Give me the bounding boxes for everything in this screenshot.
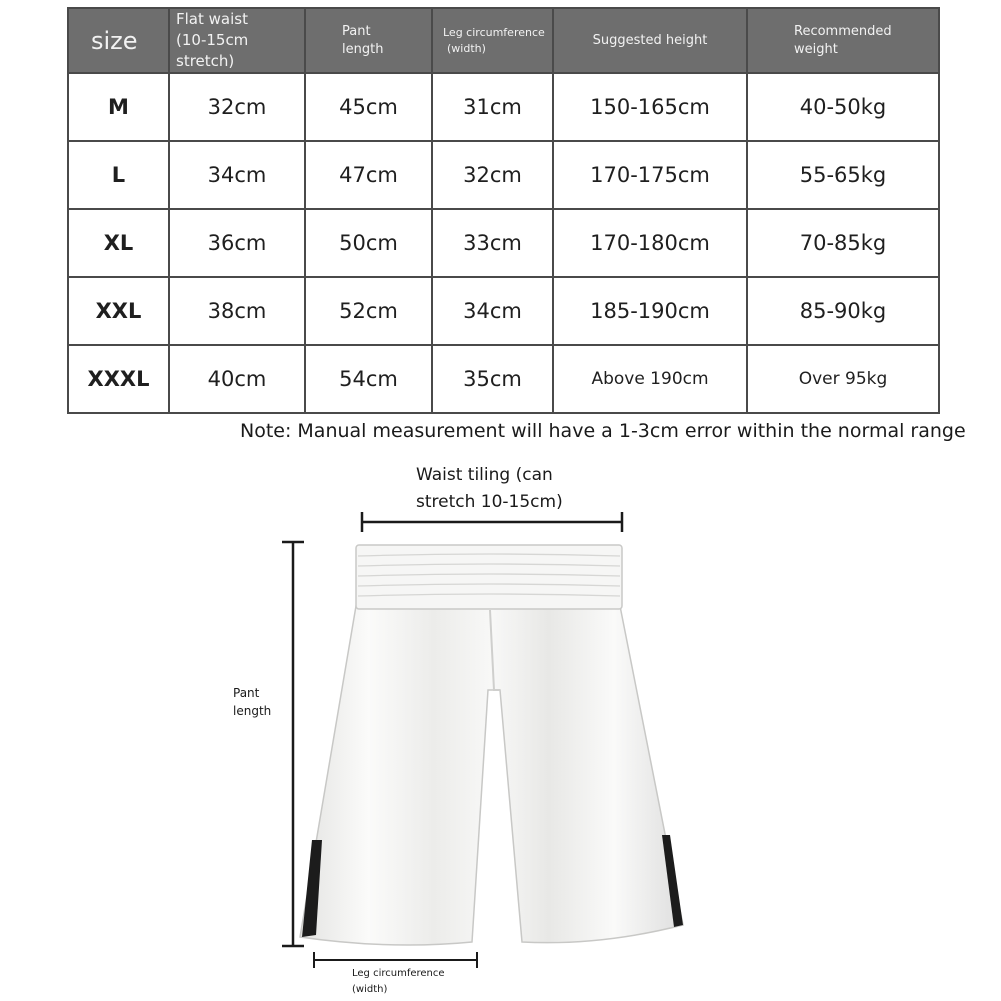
header-leg-line1: Leg circumference	[443, 25, 545, 39]
cell-weight: 55-65kg	[747, 141, 939, 209]
pant-length-measure-bar	[282, 542, 304, 946]
cell-leg: 34cm	[432, 277, 553, 345]
cell-waist: 32cm	[169, 73, 305, 141]
waist-tiling-label	[416, 462, 616, 516]
header-leg-line2: (width)	[447, 41, 486, 55]
cell-weight: 40-50kg	[747, 73, 939, 141]
header-rec-weight-line1: Recommended	[794, 23, 892, 39]
pant-length-label	[233, 684, 293, 720]
leg-label-line1: Leg circumference	[352, 968, 445, 979]
cell-leg: 33cm	[432, 209, 553, 277]
cell-height: 170-175cm	[553, 141, 747, 209]
header-rec-weight-line2: weight	[794, 41, 838, 57]
cell-length: 47cm	[305, 141, 432, 209]
cell-waist: 34cm	[169, 141, 305, 209]
cell-leg: 35cm	[432, 345, 553, 413]
pant-label-line1: Pant	[233, 686, 260, 700]
measurement-note: Note: Manual measurement will have a 1-3cm error within the normal range	[240, 420, 966, 442]
cell-length: 52cm	[305, 277, 432, 345]
waist-label-line2: stretch 10-15cm)	[416, 492, 563, 512]
cell-length: 50cm	[305, 209, 432, 277]
cell-length: 54cm	[305, 345, 432, 413]
header-pant-length-line1: Pant	[342, 23, 371, 39]
cell-height: 170-180cm	[553, 209, 747, 277]
cell-height: 185-190cm	[553, 277, 747, 345]
cell-size: M	[68, 73, 169, 141]
leg-circumference-label	[352, 966, 512, 998]
cell-height: 150-165cm	[553, 73, 747, 141]
cell-weight: Over 95kg	[747, 345, 939, 413]
cell-size: L	[68, 141, 169, 209]
pant-label-line2: length	[233, 704, 272, 718]
header-flat-waist-line2: (10-15cm stretch)	[176, 31, 249, 70]
cell-size: XXL	[68, 277, 169, 345]
cell-size: XXXL	[68, 345, 169, 413]
leg-label-line2: (width)	[352, 984, 388, 995]
header-flat-waist-line1: Flat waist	[176, 10, 248, 28]
header-suggested-height: Suggested height	[553, 8, 747, 73]
cell-leg: 31cm	[432, 73, 553, 141]
cell-waist: 40cm	[169, 345, 305, 413]
cell-waist: 36cm	[169, 209, 305, 277]
cell-height: Above 190cm	[553, 345, 747, 413]
header-pant-length-line2: length	[342, 41, 384, 57]
cell-weight: 85-90kg	[747, 277, 939, 345]
header-size: size	[68, 8, 169, 73]
cell-weight: 70-85kg	[747, 209, 939, 277]
waist-label-line1: Waist tiling (can	[416, 465, 553, 485]
cell-waist: 38cm	[169, 277, 305, 345]
cell-leg: 32cm	[432, 141, 553, 209]
cell-size: XL	[68, 209, 169, 277]
cell-length: 45cm	[305, 73, 432, 141]
